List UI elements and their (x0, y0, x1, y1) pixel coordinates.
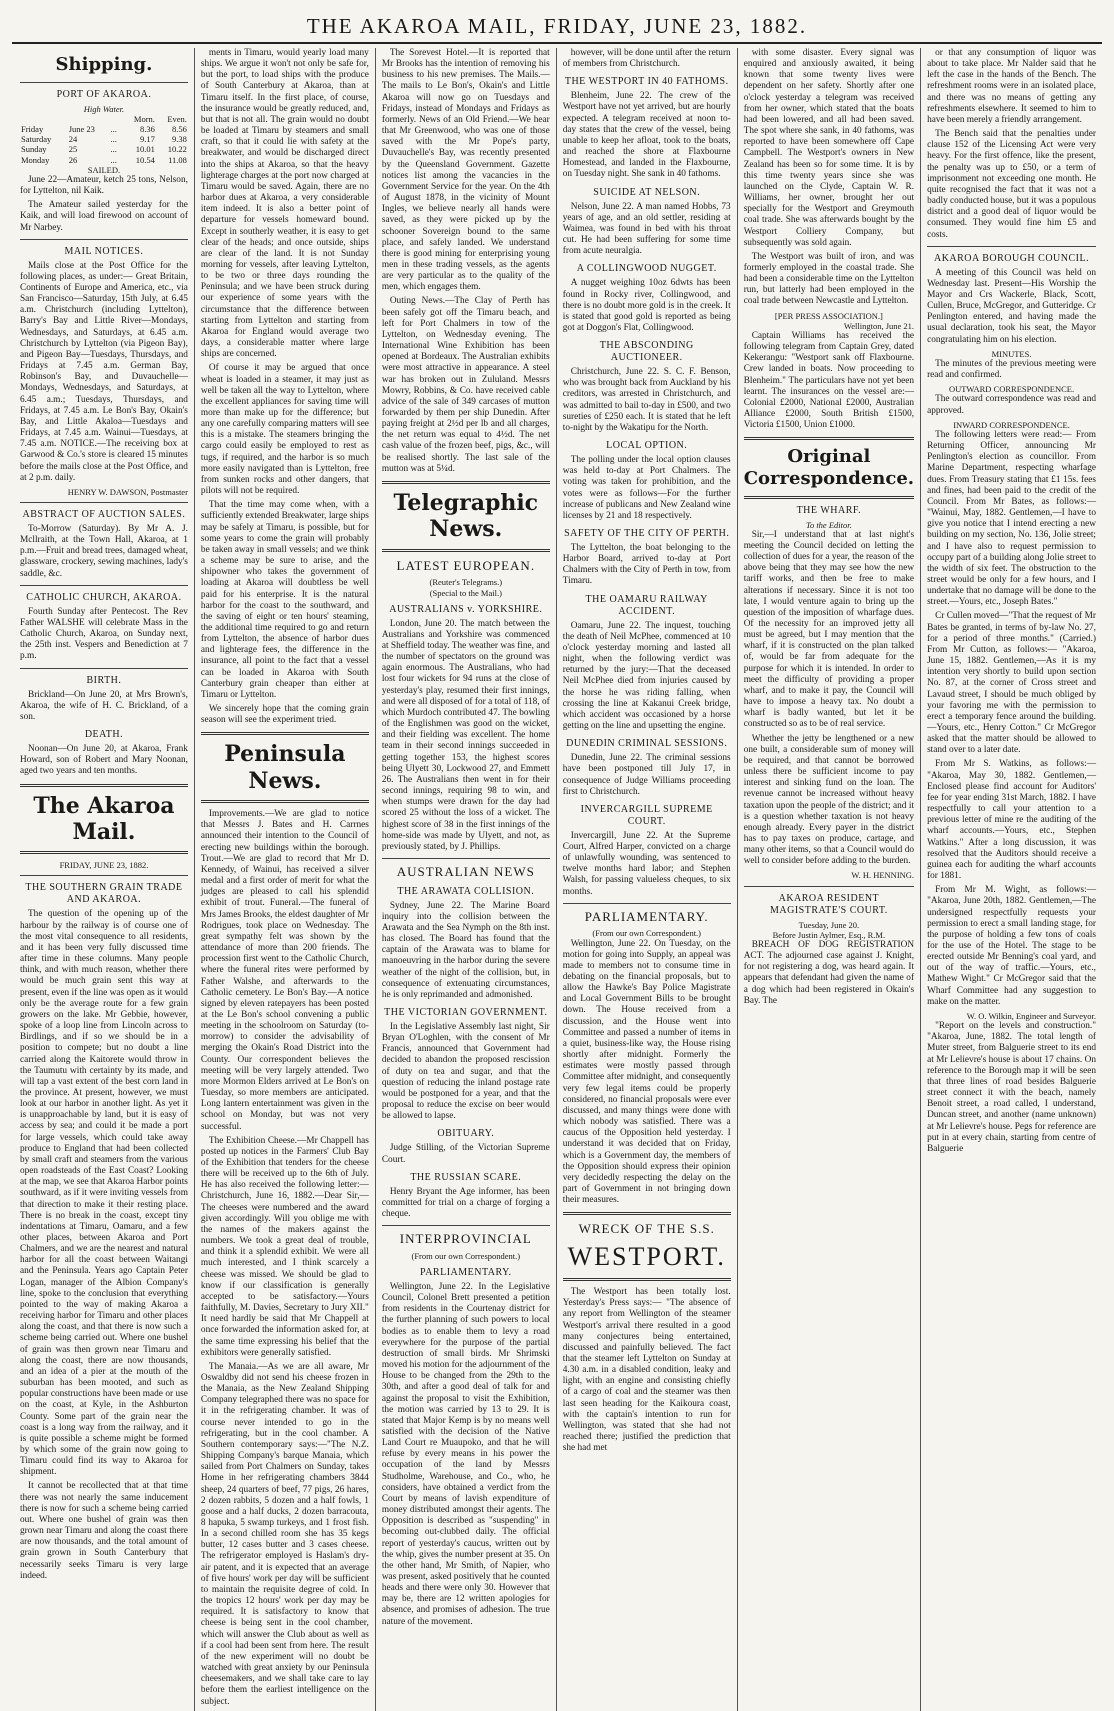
press-association-label: [PER PRESS ASSOCIATION.] (774, 310, 883, 321)
obituary-heading: OBITUARY. (437, 1128, 495, 1140)
tide-header-cell (109, 114, 121, 124)
divider (20, 851, 188, 854)
special-label: (Special to the Mail.) (429, 587, 502, 598)
tide-cell: 24 (68, 134, 78, 145)
lead-article-heading: THE SOUTHERN GRAIN TRADE AND AKAROA. (25, 882, 183, 906)
tide-cell: 10.54 (135, 154, 155, 165)
dunedin-sessions-heading: DUNEDIN CRIMINAL SESSIONS. (566, 738, 728, 750)
tide-cell: 25 (68, 144, 78, 155)
death-heading: DEATH. (84, 729, 124, 741)
correspondence-heading: Original Correspondence. (743, 446, 915, 489)
oamaru-accident-text: Oamaru, June 22. The inquest, touching the death of Neil McPhee, commenced at 10 o'clock yesterday morning and lasted all night, when the following verdict was returned by the jury:—That the deceased Neil McPhee died from injuries caused by the horse he was riding falling, when crossing the line at Kakanui Creek bridge, which accident was occasioned by a horse getting on the line and upsetting the engine. (562, 620, 731, 732)
parliamentary-text-2: Wellington, June 22. On Tuesday, on the motion for going into Supply, an appeal was made to members not to consume time in debating on the financial proposals, but to allow the Hawke's Bay Police Magistrate and Local Government Bills to be brought down. The House received from a discussion, and the House went into Committee and passed a number of items in a quiet, business-like way, the House rising shortly after midnight. Formerly the estimates were mostly passed through Committee after midnight, and consequently very few legal items could be properly considered, no financial proposals were ever discussed, and many things were done with which nobody was satisfied. There was a caucus of the Opposition held yesterday. I understand it was decided that on Friday, which is a Government day, the members of the Opposition should express their opinion very decidedly respecting the delay on the part of Government in not bringing down their measures. (562, 938, 731, 1206)
inward-text: The following letters were read:— From Returning Officer, announcing Mr Penlington's election as councillor. From Marine Department, respecting wharfage dues. From Treasury stating that £1 15s. fees and fines, had been paid to the credit of the Council. From Mr Bates, as follows:— "Wainui, May, 1882. Gentlemen,—I have to give you notice that I intend erecting a new building on my section, No. 136, Jolie street; and I have also to request permission to occupy part of a building along Jolie street to the width of six feet. The obstruction to the street would be only for a few hours, and I undertake that no damage will be done to the street.—Yours, etc., Joseph Bates." (927, 429, 1096, 608)
auctioneer-text: Christchurch, June 22. S. C. F. Benson, who was brought back from Auckland by his creditors, was arrested in Christchurch, and was admitted to bail to-day in £500, and two sureties of £250 each. It is stated that he left to-night by the Wakatipu for the North. (562, 367, 731, 433)
birth-text: Brickland—On June 20, at Mrs Brown's, Akaroa, the wife of H. C. Brickland, of a son. (20, 689, 188, 722)
report-text: "Report on the levels and construction." "Akaroa, June, 1882. The total length of Muter street, from Balguerie street to its end at Mr Lelievre's house is about 17 chains. On reference to the Borough map it will be seen that three lines of road besides Balguerie street connect it with the beach, namely Benoit street, a road called, I understand, Duncan street, and another (name unknown) at Mr Lelievre's house. Pegs for reference are put in at every chain, starting from centre of Balguerie (927, 1021, 1096, 1154)
suicide-heading: SUICIDE AT NELSON. (593, 186, 701, 198)
inward-text: From Mr M. Wight, as follows:— "Akaroa, June 20th, 1882. Gentlemen,—The undersigned respectfully requests your permission to erect a small landing stage, for the purpose of holding a few tons of coals for the use of the Hotel. The stage to be erected outside Mr Benning's coal yard, and out of the way of traffic.—Yours, etc., Mathew Wight." Cr McGregor said that the Wharf Committee had any suggestion to make on the matter. (927, 885, 1096, 1007)
column-6 (921, 48, 1102, 1711)
lead-article-continued: ments in Timaru, would yearly load many ships. We argue it won't not only be safe for, but the port, to load ships with the produce of South Canterbury at Akaroa, than at Timaru itself. In the first place, of course, the insurance would be greatly reduced, and, but that is not all. The grain would no doubt be loaded at Timaru by steamers and small craft, so that it could lie with safety at the breakwater, and would be discharged direct into the ships at Akaroa, so that the heavy lighterage charges at the port now charged at Timaru would be saved. Again, there are no harbor dues at Akaroa, a very considerable item indeed. It is also a better point of departure for vessels homeward bound. Except in southerly weather, it is easy to get clear of the heads; and once outside, ships are clear of the land. It is not Sunday morning for vessels, after leaving Lyttelton, to be two or three days rounding the Peninsula; and we have been struck during our experience of some years with the circumstance that the difference between starting from Lyttelton and starting from Akaroa for England would average two days, a considerable matter where large ships are concerned. (200, 48, 369, 360)
divider (20, 585, 188, 586)
dateline: FRIDAY, JUNE 23, 1882. (59, 860, 149, 871)
wharf-letter-text: Sir,—I understand that at last night's meeting the Council decided on letting the collection of dues for a year, the reason of the above being that they may see how the new tariff works, and then be free to make alterations if necessary. Since it is not too late, I would venture again to bring up the question of the imposition of wharfage dues. Of the necessity for an improved jetty all must be agreed, but I may mention that the wharf, if it is constructed on the plan talked of, would be far from adequate for the purpose for which it is intended. In order to meet the difficulty of providing a proper wharf, and to make it pay, the Council will have to impose a heavy tax. No doubt a wharf is badly wanted, but let it be constructed so as to be of real service. (743, 529, 915, 730)
dunedin-sessions-text: Dunedin, June 22. The criminal sessions have been postponed till July 17, in consequence of Judge Williams proceeding first to Christchurch. (562, 753, 731, 797)
tide-cell: 9.38 (172, 134, 187, 145)
divider (382, 858, 550, 859)
telegraphic-news-heading: Telegraphic News. (393, 489, 539, 543)
column-1 (14, 48, 195, 1711)
divider (20, 668, 188, 669)
church-heading: CATHOLIC CHURCH, AKAROA. (26, 591, 182, 603)
local-option-heading: LOCAL OPTION. (606, 440, 688, 452)
divider (927, 246, 1096, 247)
inward-heading: INWARD CORRESPONDENCE. (953, 419, 1070, 430)
parliamentary-text: Wellington, June 22. In the Legislative Council, Colonel Brett presented a petition from residents in the Courtenay district for the further planning of such powers to local bodies as to enable them to levy a road everywhere for the purpose of the partial destruction of small birds. Mr Shrimski moved his motion for the adjournment of the House to be changed from the 29th to the 30th, and after a good deal of talk for and against the proposal to visit the Exhibition, the motion was carried by 13 to 29. It is stated that Major Kemp is by no means well satisfied with the decision of the Native Land Court re Muaupoko, and that he will refuse by every means in his power the occupation of the land by Messrs Studholme, Warehouse, and Co., who, he considers, have obtained a verdict from the Court by means of lavish expenditure of money distributed amongst their agents. The Opposition is described as "suspending" in becoming out-clubbed daily. The official report of yesterday's caucus, written out by the whip, gives the number present at 35. On the other hand, Mr Smith, of Napier, who was present, asked positively that he counted heads and there were only 30. However that may be, there are 12 written apologies for absence, and promises of adhesion. The true nature of the movement. (381, 1281, 550, 1627)
lead-article-continued: That the time may come when, with a sufficiently extended Breakwater, large ships may be safely at Timaru, is possible, but for some years to come the grain will probably be taken away in small vessels; and we think a scheme may be sure to arise, and the shipowner who takes the government of loading at Akaroa will doubtless be well paid for his enterprise. It is the natural harbor for the coast to the southward, and the saving of eight or ten hours' steaming, the additional time required to go and return from Lyttelton, the absence of harbor dues and lighterage fees, the difference in the insurance, all point to the fact that a vessel can be loaded in Akaroa with South Canterbury grain cheaper than either at Timaru or Lyttelton. (200, 500, 369, 700)
minutes-heading: MINUTES. (991, 348, 1032, 359)
death-text: Noonan—On June 20, at Akaroa, Frank Howard, son of Robert and Mary Noonan, aged two years and ten months. (20, 744, 188, 777)
port-heading: PORT OF AKAROA. (56, 88, 152, 100)
wreck-heading: WRECK OF THE S.S. (578, 1221, 715, 1237)
tide-row (20, 134, 188, 144)
column-3 (376, 48, 557, 1711)
arawata-heading: THE ARAWATA COLLISION. (397, 885, 535, 897)
high-water-label: High Water. (83, 103, 125, 114)
divider (201, 732, 369, 735)
amateur-text: The Amateur sailed yesterday for the Kaik, and will load firewood on account of Mr Narbey. (20, 200, 188, 233)
court-continued: or that any consumption of liquor was about to take place. Mr Nalder said that he left the case in the hands of the Bench. The refreshment rooms were in an isolated place, and there was no means of getting any refreshments elsewhere. It seemed to him to have been merely a friendly arrangement. (927, 48, 1096, 125)
tide-table (20, 114, 188, 165)
masthead: THE AKAROA MAIL, FRIDAY, JUNE 23, 1882. (306, 14, 808, 38)
tide-cell: Sunday (21, 144, 47, 155)
divider (382, 549, 550, 552)
outward-heading: OUTWARD CORRESPONDENCE. (948, 384, 1075, 395)
court-heading: AKAROA RESIDENT MAGISTRATE'S COURT. (770, 892, 888, 916)
interprovincial-heading: INTERPROVINCIAL (399, 1231, 532, 1247)
tide-cell: ... (110, 154, 117, 165)
wreck-continued: The Westport was built of iron, and was formerly employed in the coastal trade. She had been a considerable time on the Lyttelton run, but latterly had been employed in the coal trade between Newcastle and Lyttelton. (743, 251, 915, 307)
court-text: BREACH OF DOG REGISTRATION ACT. The adjourned case against J. Knight, for not registering a dog, was heard again. It appears that defendant had given the name of a dog which had been registered in Okain's Bay. The (743, 940, 915, 1006)
mail-notices-heading: MAIL NOTICES. (64, 245, 144, 257)
parliamentary-heading: PARLIAMENTARY. (420, 1266, 512, 1278)
local-news-text: Outing News.—The Clay of Perth has been safely got off the Timaru beach, and left for Port Chalmers in tow of the Lyttelton, on Wednesday evening. The International Wine Exhibition has been opened at Bordeaux. The Australian exhibits were most attractive in appearance. A steel war has broken out in Zululand. Messrs Mowry, Robbins, & Co. have received cable advice of the sale of 349 carcases of mutton forwarded by them per ship Dunedin. After paying freight at 2½d per lb and all charges, the net return was equal to 4½d. The net cash value of the frozen beef, pigs, &c., will be realised shortly. The last sale of the mutton was at 5¼d. (381, 296, 550, 474)
minutes-text: The minutes of the previous meeting were read and confirmed. (927, 358, 1096, 381)
tide-header-cell: Morn. (133, 113, 155, 124)
wharf-letter-text: Whether the jetty be lengthened or a new one built, a considerable sum of money will be required, and that cannot be borrowed unless there be sufficient income to pay interest and sinking fund on the loan. The revenue cannot be increased without heavy taxation upon the people of the district; and it is a question whether taxation is not heavy enough already. Every payer in the district has to pay taxes on produce, cartage, and many other items, so that a Council would do well to consider before adding to the burden. (743, 733, 915, 867)
tide-row (20, 124, 188, 134)
lead-article-text: It cannot be recollected that at that time there was not nearly the same inducement there is now for such a scheme being carried out. Where one bushel of grain was then grown near Timaru and along the coast there are now thousands, and the total amount of grain grown in South Canterbury that necessarily seeks Timaru is very large indeed. (20, 1481, 188, 1581)
tide-cell: ... (110, 134, 117, 145)
divider (201, 800, 369, 803)
postmaster-signature: HENRY W. DAWSON, Postmaster (67, 486, 188, 497)
shipping-heading: Shipping. (55, 54, 153, 75)
cricket-text: London, June 20. The match between the Australians and Yorkshire was commenced at Sheffield today. The weather was fine, and the number of spectators on the ground was again enormous. The Australians, who had lost four wickets for 94 runs at the close of yesterday's play, resumed their first innings, and were all disposed of for a total of 118, of which Murdoch contributed 47. The bowling of the Englishmen was good on the wicket, and their fielding was excellent. The home team in their second innings succeeded in getting together 153, the highest scores being Ulyett 30, Lockwood 27, and Emmett 26. The Australians then went in for their second innings, requiring 98 to win, and when stumps were drawn for the day had scored 25 without the loss of a wicket. The highest score of 38 in the first innings of the home-side was made by Ulyett, and not, as previously stated, by J. Phillips. (381, 618, 550, 852)
parliamentary-heading-2: PARLIAMENTARY. (584, 908, 709, 924)
city-of-perth-text: The Lyttelton, the boat belonging to the Harbor Board, arrived to-day at Port Chalmers with the City of Perth in tow, from Timaru. (562, 543, 731, 587)
page-columns (14, 48, 1102, 1707)
court-magistrate: Before Justin Aylmer, Esq., R.M. (772, 929, 886, 940)
auction-heading: ABSTRACT OF AUCTION SALES. (22, 509, 186, 520)
divider (744, 886, 914, 887)
divider (20, 875, 188, 876)
oamaru-accident-heading: THE OAMARU RAILWAY ACCIDENT. (585, 593, 708, 617)
divider (382, 481, 550, 484)
tide-header-cell (68, 114, 110, 124)
divider (20, 82, 188, 83)
column-4 (557, 48, 738, 1711)
tide-cell: ... (110, 123, 117, 134)
wharf-heading: THE WHARF. (796, 504, 862, 516)
tide-header-row (20, 114, 188, 124)
wellington-text: Captain Williams has received the following telegram from Captain Grey, dated Kekerangu: "Westport sank off Flaxbourne. Crew landed in boats. Now proceeding to Blenheim." The particulars have not yet been learnt. The insurances on the vessel are:—Colonial £2000, National £2000, Australian Alliance £2000, South British £1500, Victoria £1500, Union £1000. (743, 330, 915, 431)
parliamentary-continued: however, will be done until after the return of members from Christchurch. (562, 48, 731, 70)
wreck-text: The Westport has been totally lost. Yesterday's Press says:— "The absence of any report from Wellington of the steamer Westport's arrival there resulted in a good many conjectures being entertained, discussed and painfully believed. The fact that the steamer left Lyttelton on Sunday at 4.30 a.m. in a disabled condition, leaky and light, with an engine and consisting chiefly of a cargo of coal and the steamer was then last seen heading for the Kaikoura coast, with the captain's intention to run for Wellington, was stated that she had not reached there; justified the prediction that she had met (562, 1287, 731, 1454)
tide-cell: 8.56 (172, 123, 187, 134)
tide-row (20, 144, 188, 154)
divider (20, 502, 188, 503)
suicide-text: Nelson, June 22. A man named Hobbs, 73 years of age, and an old settler, residing at Waimea, was found in bed with his throat cut. He had been suffering for some time from acute neuralgia. (562, 201, 731, 257)
westport-title: WESTPORT. (567, 1241, 726, 1271)
reuters-label: (Reuter's Telegrams.) (429, 577, 503, 588)
tide-header-cell: Even. (167, 113, 187, 124)
divider (744, 496, 914, 499)
divider (744, 437, 914, 440)
invercargill-court-heading: INVERCARGILL SUPREME COURT. (580, 803, 713, 827)
latest-european-heading: LATEST EUROPEAN. (396, 557, 536, 573)
tide-cell: 26 (68, 154, 78, 165)
inward-text: From Mr S. Watkins, as follows:— "Akaroa, May 30, 1882. Gentlemen,—Enclosed please find account for Auditors' fee for year ending 31st March, 1882. I have respectfully to call your attention to a previous letter of mine re the auditing of the wharf accounts.—Yours, etc., Stephen Watkins." After a long discussion, it was resolved that the Auditors should receive a guinea each for auditing the wharf accounts for 1881. (927, 759, 1096, 882)
birth-heading: BIRTH. (86, 674, 122, 686)
tide-cell: June 23 (68, 123, 95, 134)
correspondent-label: (From our own Correspondent.) (411, 1250, 521, 1261)
tide-header-cell (20, 114, 68, 124)
divider (563, 1278, 731, 1281)
victorian-govt-text: In the Legislative Assembly last night, Sir Bryan O'Loghlen, with the consent of Mr Francis, announced that Government had decided to abandon the proposed rescission of duty on tea and sugar, and that the question of reducing the inland postage rate would be postponed for a year, and that the proposal to reduce the excise on beer would be allowed to lapse. (381, 1021, 550, 1122)
tide-cell: 9.17 (140, 134, 155, 145)
peninsula-news-text: The Exhibition Cheese.—Mr Chappell has posted up notices in the Farmers' Club Bay of the Exhibition that tenders for the cheese there will be received up to the 6th of July. He has also received the following letter:—Christchurch, June 16, 1882.—Dear Sir,—The cheeses were numbered and the award given accordingly. Will you oblige me with the names of the makers against the numbers. We took a great deal of trouble, and think it a splendid exhibit. We were all much interested, and I think scarcely a cheese was missed. We should be glad to know if our classification is generally accepted to be satisfactory.—Yours faithfully, M. Davies, Secretary to Jury XII." It need hardly be said that Mr Chappell at once forwarded the information asked for, at the same time expressing his belief that the exhibitors were generally satisfied. (200, 1135, 369, 1358)
council-heading: AKAROA BOROUGH COUNCIL. (933, 252, 1090, 264)
victorian-govt-heading: THE VICTORIAN GOVERNMENT. (384, 1006, 548, 1018)
tide-cell: Saturday (21, 134, 52, 145)
paper-title: The Akaroa Mail. (33, 792, 175, 845)
divider (20, 239, 188, 240)
tide-cell: 10.01 (135, 144, 155, 155)
tide-cell: Monday (21, 154, 50, 165)
peninsula-news-text: The Manaia.—As we are all aware, Mr Oswaldby did not send his cheese frozen in the Manaia, as the New Zealand Shipping Company telegraphed there was no space for it in the refrigerating chamber. It was of course never intended to go in the refrigerating, but in the cool chamber. A Southern contemporary says:—"The N.Z. Shipping Company's barque Manaia, which sailed from Port Chalmers on Sunday, takes Home in her refrigerating chambers 3844 sheep, 24 quarters of beef, 77 pigs, 26 hares, 2 dozen rabbits, 5 dozen and a half fowls, 1 goose and a half ducks, 2 dozen barracouta, 8 hapuka, 5 swamp turkeys, and 1 frost fish. In a second chilled room she has 35 kegs butter, 12 cases butter and 3 cases cheese. The refrigerator employed is Haslam's dry-air patent, and it is expected that an average of five hours' work per day will be sufficient to maintain the requisite degree of cold. In the tropics 12 hours' work per day may be required. It is satisfactory to know that cheese is being sent in the cool chamber, which will answer the Club about as well as if a cool had been sent from here. The result of the new experiment will no doubt be watched with great anxiety by our Peninsula cheesemakers, and we shall take care to lay before them the earliest intelligence on the subject. (200, 1361, 369, 1707)
divider (563, 1212, 731, 1215)
council-text: A meeting of this Council was held on Wednesday last. Present—His Worship the Mayor and Crs Wackerle, Black, Scott, Cullen, Bruce, McGregor, and Gutteridge. Cr Penlington entered, and having made the usual declaration, took his seat, the Mayor congratulating him on his election. (927, 267, 1096, 345)
lead-article-continued: Of course it may be argued that once wheat is loaded in a steamer, it may just as well be taken all the way to Lyttelton, where the excellent appliances for saving time will more than make up for the difference; but any one carefully comparing matters will see this is a mistake. The steamers bringing the cargo could easily be employed to rest as tugs, if required, and the harbor is so much more easily navigated than is Lyttelton, free from sunken rocks and other dangers, that pilots will not be required. (200, 363, 369, 497)
wellington-dateline: Wellington, June 21. (843, 320, 915, 331)
divider (20, 784, 188, 787)
local-option-text: The polling under the local option clauses was held to-day at Port Chalmers. The voting was taken for prohibition, and the votes were as follows—For the further increase of publicans and New Zealand wine licenses by 21 and 18 respectively. (562, 455, 731, 521)
tide-cell: Friday (21, 123, 44, 134)
auctioneer-heading: THE ABSCONDING AUCTIONEER. (599, 340, 694, 364)
auction-text: To-Morrow (Saturday). By Mr A. J. Mcllraith, at the Town Hall, Akaroa, at 1 p.m.—Fruit and bread trees, damaged wheat, glassware, crockery, sewing machines, lady's saddle, &c. (20, 524, 188, 579)
city-of-perth-heading: SAFETY OF THE CITY OF PERTH. (564, 528, 730, 539)
arawata-text: Sydney, June 22. The Marine Board inquiry into the collision between the Arawata and the Sea Nymph on the 8th inst. has closed. The Board has found that the captain of the Arawata was to blame for manoeuvring in the harbor during the severe weather of the night of the collision, but, in consequence of extenuating circumstances, he is only reprimanded and admonished. (381, 900, 550, 1000)
masthead-rule (12, 42, 1102, 44)
column-2 (195, 48, 376, 1711)
sailed-text: June 22—Amateur, ketch 25 tons, Nelson, for Lyttelton, nil Kaik. (20, 174, 188, 197)
australian-news-heading: AUSTRALIAN NEWS (396, 863, 535, 879)
lead-article-text: The question of the opening up of the harbour by the railway is of course one of the most vital consequence to all residents, and it has been very fully discussed time after time in these columns. Many people think, and with much reason, whether there would be much grain sent this way at present, even if the line was open as it would only be the average route for a few grain growers on the lake. Mr Gebbie, however, spoke of a loop line from Lincoln across to Birdlings, and if so we should be in a position to compete; but no doubt a line carried along the Kaitorete would throw in the Taumutu with certainty by its made, and will tap a vast extent of the best corn land in the province. At present, however, we must look at our harbor in another light. As yet it is unapproachable by land, but it is easy of access by sea; and could it be made a port for large vessels, which could take away produce to England that had been collected by small craft and steamers from the various open roadsteads of the East Coast? Looking at the map, we see that Akaroa Harbor points southward, as if it were inviting vessels from that direction to make it their resting place. There is no break in the coast, except tiny indentations at Timaru, Oamaru, and a few other places, between Akaroa and Port Chalmers, and we are the nearest and natural harbor for all the coast between Waitangi and the Peninsula. Years ago Captain Peter Logan, manager of the Albion Company's line, spoke to the conclusion that everything pointed to the way of making Akaroa a receiving harbor for Timaru and other places along the coast, and that there is now such a scheme being carried out. Where one bushel of grain was then grown near Timaru and along the coast, there are now thousands, and an idea of a pier at the mouth of the suburban has been mooted, and such as popular constructions have been made or use on the coast, at Kyle, in the Ashburton County. Some part of the grain near the coast is a long way from the railway, and it is quite possible a scheme might be formed by which some of the grain now going to Timaru could find its way to Akaroa for shipment. (20, 909, 188, 1478)
tide-cell: ... (110, 144, 117, 155)
divider (382, 1225, 550, 1226)
engineer-signature: W. O. Wilkin, Engineer and Surveyor. (966, 1010, 1096, 1021)
church-text: Fourth Sunday after Pentecost. The Rev Father WALSHE will celebrate Mass in the Catholic Church, Akaroa, on Sunday next, the 25th inst. Vespers and Benediction at 7 p.m. (20, 606, 188, 662)
tide-cell: 10.22 (167, 144, 187, 155)
local-news-text: The Sorevest Hotel.—It is reported that Mr Brooks has the intention of removing his business to his new premises. The Mails.—The mails to Le Bon's, Okain's and Little Akaroa will now go on Tuesdays and Fridays, instead of Mondays and Fridays as formerly. News of an Old Friend.—We hear that Mr Greenwood, who was one of those saved with the Mr Pope's party, Duvauchelle's Bay, was recently presented by the Queensland Government. Gazette notices list among the vacancies in the Government Service for the year. On the 4th of August 1878, in the vicinity of Mount Ingles, we believe nearly all hands were saved, as they were picked up by the schooner Sovereign bound to the same place, and safely landed. We understand there is good mining for enterprising young men in these trading vessels, as the agents are very particular as to the quality of the men, which engages them. (381, 48, 550, 293)
outward-text: The outward correspondence was read and approved. (927, 394, 1096, 416)
tide-row (20, 155, 188, 165)
lead-article-continued: We sincerely hope that the coming grain season will see the experiment tried. (200, 704, 369, 726)
russian-scare-heading: THE RUSSIAN SCARE. (410, 1171, 522, 1183)
correspondent-label: (From our own Correspondent.) (592, 928, 702, 939)
column-5 (738, 48, 921, 1711)
inward-text: Cr Cullen moved—"That the request of Mr Bates be granted, in terms of by-law No. 27, for a period of three months." (Carried.) From Mr Cutton, as follows:— "Akaroa, June 15, 1882. Gentlemen,—As it is my intention very shortly to build upon section No. 87, at the corner of Cross street and Lavaud street, I should be much obliged by your favoring me with the permission to erect a temporary fence around the building.—Yours, etc., Henry Cotton." Cr McGregor asked that the matter should be allowed to stand over to a later date. (927, 611, 1096, 756)
divider (563, 903, 731, 904)
westport-fathoms-heading: THE WESTPORT IN 40 FATHOMS. (564, 76, 729, 88)
peninsula-news-heading: Peninsula News. (224, 741, 346, 794)
nugget-text: A nugget weighing 10oz 6dwts has been found in Rocky river, Collingwood, and there is no doubt more gold is in the creek. It is stated that good gold is reported as being got at Doggon's Flat, Collingwood. (562, 278, 731, 333)
cricket-heading: AUSTRALIANS v. YORKSHIRE. (389, 603, 543, 615)
wreck-continued: with some disaster. Every signal was enquired and anxiously awaited, it being known that some twenty lives were dependent on her safety. Shortly after one o'clock yesterday a telegram was received from her owner, which stated that the boats had been lowered, and all had been saved. The spot where she sank, in 40 fathoms, was reported to have been somewhere off Cape Campbell. The Westport's owners in New Zealand has been so for some time. It is by this time twenty years since she was launched on the Clyde, Captain W. R. Williams, her owner, brought her out specially for the Westport and Greymouth coal trade. She was afterwards bought by the Westport Colliery Company, but subsequently was sold again. (743, 48, 915, 248)
invercargill-court-text: Invercargill, June 22. At the Supreme Court, Alfred Harper, convicted on a charge of unlawfully wounding, was sentenced to twelve months hard labor; and Stephen Walsh, for passing valueless cheques, to six months. (562, 830, 731, 897)
russian-scare-text: Henry Bryant the Age informer, has been committed for trial on a charge of forging a cheque. (381, 1186, 550, 1219)
letter-signature: W. H. HENNING. (851, 870, 915, 881)
court-date: Tuesday, June 20. (798, 919, 860, 930)
nugget-heading: A COLLINGWOOD NUGGET. (576, 263, 717, 275)
peninsula-news-text: Improvements.—We are glad to notice that Messrs J. Bates and H. Carrnes announced their intention to the Council of erecting new buildings within the borough. Trout.—We are glad to record that Mr D. Kennedy, of Wainui, has received a silver medal and a first order of merit for what the judges are pleased to call his splendid exhibit of trout. Funeral.—The funeral of Mrs James Brooks, the eldest daughter of Mr Rodrigues, took place on Wednesday. The great sympathy felt was shown by the attendance of more than 200 friends. The procession first went to the Catholic Church, where the funeral rites were performed by Father Walshe, and afterwards to the Catholic cemetery. Le Bon's Bay.—A notice signed by eleven ratepayers has been posted at the Le Bon's school convening a public meeting in the schoolroom on Saturday (to-morrow) to consider the advisability of merging the Okain's Road District into the County. Our correspondent believes the meeting will be very largely attended. Two more Mormon Elders arrived at Le Bon's on Tuesday, so more members are anticipated. Long lantern entertainment was given in the school on Monday, but was not very successful. (200, 809, 369, 1132)
westport-fathoms-text: Blenheim, June 22. The crew of the Westport have not yet arrived, but are hourly expected. A telegram received at noon to-day states that the crew of the vessel, being unable to keep her afloat, took to the boats, and reached the shore at Flaxbourne Homestead, and landed in the Flaxbourne, on Tuesday night. She sank in 40 fathoms. (562, 91, 731, 180)
mail-notices-text: Mails close at the Post Office for the following places, as under:— Great Britain, Continents of Europe and America, etc., via San Francisco—Saturday, 15th July, at 6.45 a.m. Christchurch (including Lyttelton), Barry's Bay and Little River—Mondays, Wednesdays, and Saturdays, at 6.45 a.m. Christchurch by Lyttelton (via Pigeon Bay), and Pigeon Bay—Tuesdays, Thursdays, and Fridays at 7.45 a.m. German Bay, Robinson's Bay, and Duvauchelle—Mondays, Wednesdays, and Saturdays, at 6.45 a.m.; Tuesdays, Thursdays, and Fridays, at 7.45 a.m. Le Bon's Bay, Okain's Bay, and Little Akaloa—Tuesdays and Fridays, at 7.45 a.m. Wainui—Tuesdays, at 7.45 a.m. NOTICE.—The receiving box at Garwood & Co.'s store is cleared 15 minutes before the mails close at the Post Office, and at 2 p.m. daily. (20, 260, 188, 483)
court-continued: The Bench said that the penalties under clause 152 of the Licensing Act were very heavy. For the first offence, like the present, the penalty was up to £50, or a term of imprisonment not exceeding one month. He quite recognised the fact that it was not a badly conducted house, but it was a populous district and a good deal of liquor would be consumed. They would fine him £5 and costs. (927, 129, 1096, 240)
tide-cell: 8.36 (140, 123, 155, 134)
to-editor-label: To the Editor. (806, 519, 852, 530)
obituary-text: Judge Stilling, of the Victorian Supreme Court. (381, 1143, 550, 1165)
sailed-label: SAILED. (87, 164, 121, 175)
tide-cell: 11.08 (168, 154, 187, 165)
